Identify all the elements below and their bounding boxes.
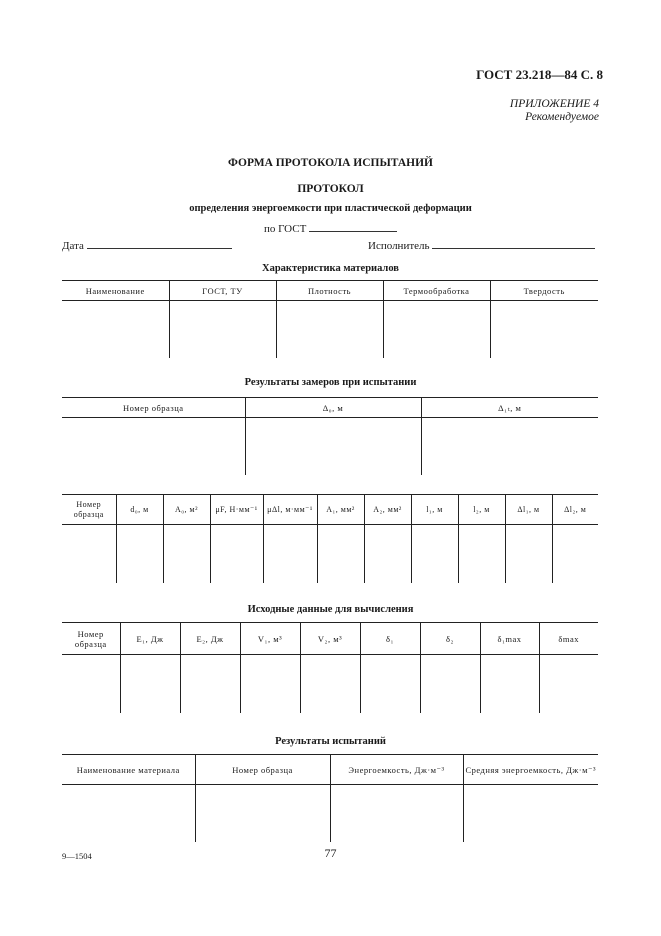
gost-line-label: по ГОСТ bbox=[263, 223, 307, 235]
table-cell[interactable] bbox=[330, 785, 463, 842]
form-title: ФОРМА ПРОТОКОЛА ИСПЫТАНИЙ bbox=[227, 157, 433, 169]
table-cell[interactable] bbox=[463, 785, 598, 842]
appendix-block bbox=[510, 98, 599, 124]
table-cell[interactable] bbox=[62, 785, 195, 842]
table-cell[interactable] bbox=[62, 655, 120, 713]
table-cell[interactable] bbox=[360, 655, 420, 713]
table-header-cell: Δ₀, м bbox=[245, 398, 421, 418]
table-row bbox=[62, 525, 598, 583]
table-cell[interactable] bbox=[62, 418, 245, 475]
table-cell[interactable] bbox=[421, 418, 598, 475]
table-header-row bbox=[62, 755, 598, 785]
executor-label: Исполнитель bbox=[368, 240, 430, 252]
source-data-table bbox=[62, 622, 598, 713]
table-header-row bbox=[62, 281, 598, 301]
table-row bbox=[62, 785, 598, 842]
table-cell[interactable] bbox=[116, 525, 163, 583]
executor-blank[interactable] bbox=[432, 238, 595, 249]
table-cell[interactable] bbox=[263, 525, 317, 583]
table-cell[interactable] bbox=[240, 655, 300, 713]
protocol-subject: определения энергоемкости при пластической деформации bbox=[189, 203, 472, 214]
table-cell[interactable] bbox=[364, 525, 411, 583]
print-code: 9—1504 bbox=[62, 851, 92, 861]
page-number: 77 bbox=[324, 846, 337, 860]
table-cell[interactable] bbox=[480, 655, 539, 713]
document-code: ГОСТ 23.218—84 С. 8 bbox=[476, 67, 603, 82]
table-cell[interactable] bbox=[411, 525, 458, 583]
table-cell[interactable] bbox=[195, 785, 330, 842]
results-table bbox=[62, 754, 598, 842]
table-cell[interactable] bbox=[210, 525, 263, 583]
table-header-cell: Номер образца bbox=[62, 495, 116, 525]
table-cell[interactable] bbox=[62, 525, 116, 583]
table-cell[interactable] bbox=[505, 525, 552, 583]
table-cell[interactable] bbox=[317, 525, 364, 583]
table-row bbox=[62, 418, 598, 475]
appendix-label: ПРИЛОЖЕНИЕ 4 bbox=[509, 98, 599, 110]
table-header-cell: Δ₁ₜ, м bbox=[421, 398, 598, 418]
table-header-row bbox=[62, 623, 598, 655]
table2-title: Результаты замеров при испытании bbox=[244, 377, 417, 388]
table-header-cell: l₁, м bbox=[411, 495, 458, 525]
table-cell[interactable] bbox=[458, 525, 505, 583]
table-row bbox=[62, 655, 598, 713]
table-cell[interactable] bbox=[420, 655, 480, 713]
table-header-cell: d₀, м bbox=[116, 495, 163, 525]
table-header-cell: δ₁max bbox=[480, 623, 539, 655]
table1-title: Характеристика материалов bbox=[262, 263, 399, 274]
gost-line bbox=[0, 221, 661, 235]
executor-field bbox=[368, 238, 595, 252]
table-cell[interactable] bbox=[169, 301, 276, 358]
table4-title: Исходные данные для вычисления bbox=[247, 604, 414, 615]
table-header-cell: Наименование bbox=[62, 281, 169, 301]
gost-blank[interactable] bbox=[309, 221, 397, 232]
table-cell[interactable] bbox=[490, 301, 598, 358]
table-header-cell: Δl₁, м bbox=[505, 495, 552, 525]
table-header-cell: Твердость bbox=[490, 281, 598, 301]
table-cell[interactable] bbox=[245, 418, 421, 475]
date-blank[interactable] bbox=[87, 238, 232, 249]
table-header-cell: Номер образца bbox=[195, 755, 330, 785]
table-header-cell: E₁, Дж bbox=[120, 623, 180, 655]
table-cell[interactable] bbox=[62, 301, 169, 358]
table-cell[interactable] bbox=[276, 301, 383, 358]
table-header-cell: E₂, Дж bbox=[180, 623, 240, 655]
table-header-cell: δ₂ bbox=[420, 623, 480, 655]
table-header-row bbox=[62, 398, 598, 418]
table-header-row bbox=[62, 495, 598, 525]
table-cell[interactable] bbox=[300, 655, 360, 713]
table5-title: Результаты испытаний bbox=[275, 736, 386, 747]
table-header-cell: μF, Н·мм⁻¹ bbox=[210, 495, 263, 525]
table-header-cell: V₂, м³ bbox=[300, 623, 360, 655]
table-cell[interactable] bbox=[180, 655, 240, 713]
table-header-cell: Плотность bbox=[276, 281, 383, 301]
table-header-cell: A₁, мм² bbox=[317, 495, 364, 525]
table-header-cell: Δl₂, м bbox=[552, 495, 598, 525]
table-cell[interactable] bbox=[539, 655, 598, 713]
table-header-cell: A₀, м² bbox=[163, 495, 210, 525]
table-header-cell: Наименование материала bbox=[62, 755, 195, 785]
table-header-cell: ГОСТ, ТУ bbox=[169, 281, 276, 301]
specimen-parameters-table bbox=[62, 494, 598, 583]
measurements-table bbox=[62, 397, 598, 475]
table-cell[interactable] bbox=[120, 655, 180, 713]
table-header-cell: A₂, мм² bbox=[364, 495, 411, 525]
table-header-cell: δmax bbox=[539, 623, 598, 655]
materials-table bbox=[62, 280, 598, 358]
table-header-cell: Средняя энергоемкость, Дж·м⁻³ bbox=[463, 755, 598, 785]
date-field bbox=[62, 238, 232, 252]
table-header-cell: δ₁ bbox=[360, 623, 420, 655]
protocol-title: ПРОТОКОЛ bbox=[297, 183, 364, 195]
table-row bbox=[62, 301, 598, 358]
date-label: Дата bbox=[62, 240, 84, 252]
table-cell[interactable] bbox=[552, 525, 598, 583]
table-cell[interactable] bbox=[163, 525, 210, 583]
table-header-cell: Термообработка bbox=[383, 281, 490, 301]
recommended-label: Рекомендуемое bbox=[525, 111, 599, 123]
table-header-cell: Номер образца bbox=[62, 623, 120, 655]
table-cell[interactable] bbox=[383, 301, 490, 358]
table-header-cell: Энергоемкость, Дж·м⁻³ bbox=[330, 755, 463, 785]
table-header-cell: V₁, м³ bbox=[240, 623, 300, 655]
table-header-cell: Номер образца bbox=[62, 398, 245, 418]
table-header-cell: l₂, м bbox=[458, 495, 505, 525]
table-header-cell: μΔl, м·мм⁻¹ bbox=[263, 495, 317, 525]
